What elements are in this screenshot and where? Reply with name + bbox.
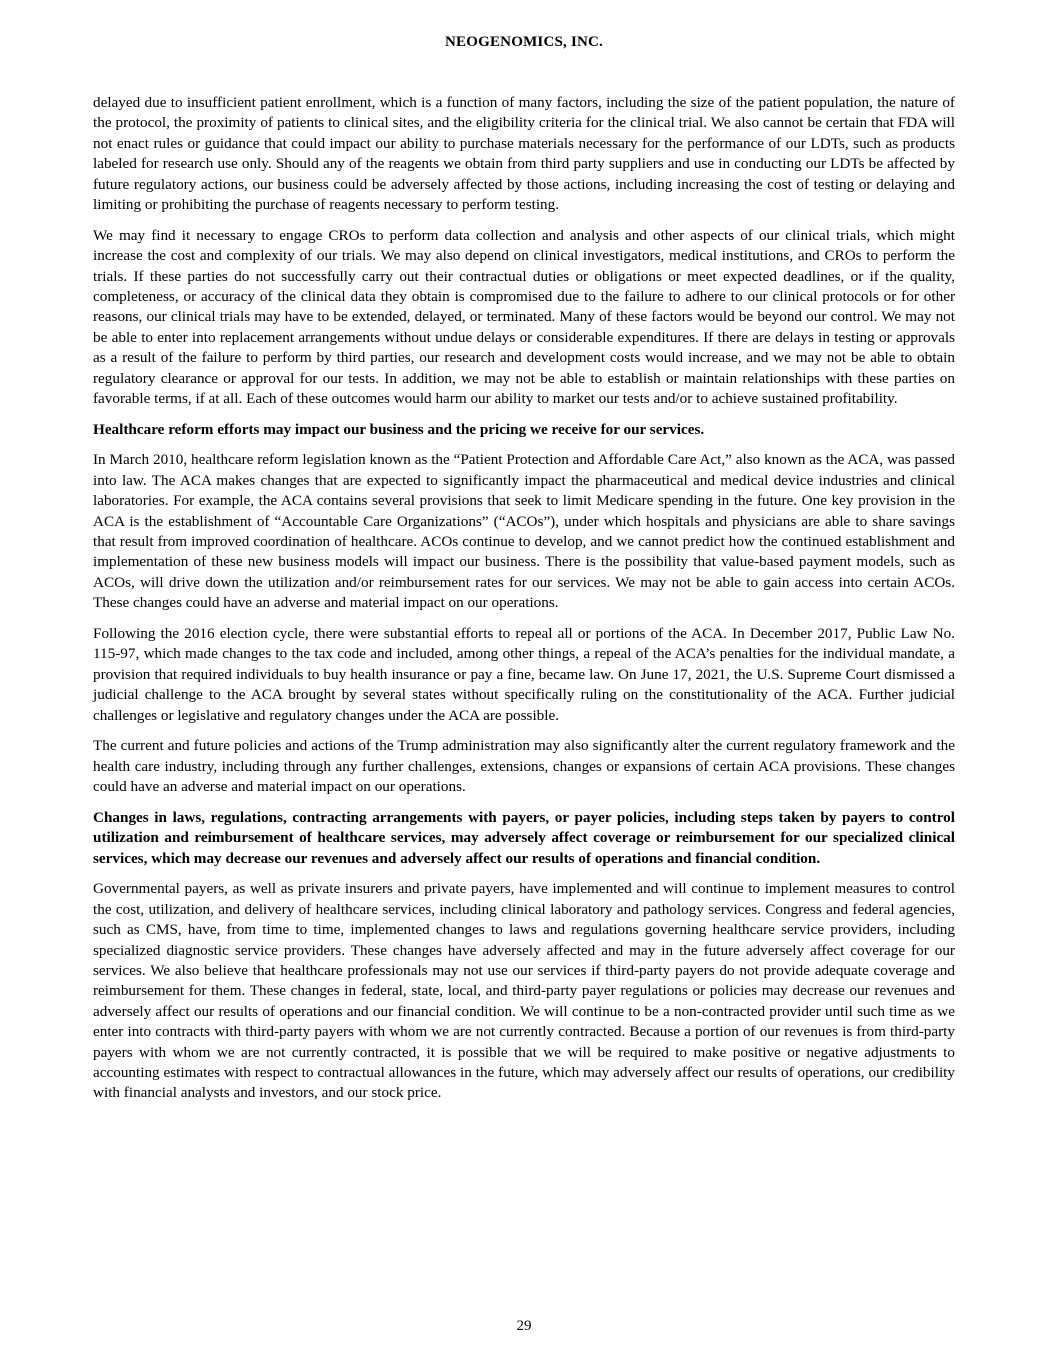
paragraph-body: Following the 2016 election cycle, there were substantial efforts to repeal all or portions of the ACA. In December 2017, Public Law No. 115-97, which made changes to the tax code and included, among other things, a repeal of the ACA’s penalties for the individual mandate, a provision that required individuals to buy health insurance or pay a fine, became law. On June 17, 2021, the U.S. Supreme Court dismissed a judicial challenge to the ACA brought by several states without specifically ruling on the constitutionality of the ACA. Further judicial challenges or legislative and regulatory changes under the ACA are possible. [93,624,955,724]
paragraph-body: The current and future policies and actions of the Trump administration may also significantly alter the current regulatory framework and the health care industry, including through any further challenges, extensions, changes or expansions of certain ACA provisions. These changes could have an adverse and material impact on our operations. [93,737,955,796]
page-header-company: NEOGENOMICS, INC. [445,34,603,50]
section-heading: Healthcare reform efforts may impact our business and the pricing we receive for our services. [93,420,705,438]
paragraph-body: Governmental payers, as well as private insurers and private payers, have implemented and will continue to implement measures to control the cost, utilization, and delivery of healthcare services, including clinical laboratory and pathology services. Congress and federal agencies, such as CMS, have, from time to time, implemented changes to laws and regulations governing healthcare service providers, including specialized diagnostic service providers. These changes have adversely affected and may in the future adversely affect coverage for our services. We also believe that healthcare professionals may not use our services if third-party payers do not provide adequate coverage and reimbursement for them. These changes in federal, state, local, and third-party payer regulations or policies may decrease our revenues and adversely affect our results of operations and our financial condition. We will continue to be a non-contracted provider until such time as we enter into contracts with third-party payers with whom we are not currently contracted. Because a portion of our revenues is from third-party payers with whom we are not currently contracted, it is possible that we will be required to make positive or negative adjustments to accounting estimates with respect to contractual allowances in the future, which may adversely affect our results of operations, our credibility with financial analysts and investors, and our stock price. [93,880,955,1102]
document-body [93,93,955,1114]
section-heading: Changes in laws, regulations, contracting arrangements with payers, or payer policies, including steps taken by payers to control utilization and reimbursement of healthcare services, may adversely affect coverage or reimbursement for our specialized clinical services, which may decrease our revenues and adversely affect our results of operations and financial condition. [93,808,955,867]
paragraph-body: We may find it necessary to engage CROs to perform data collection and analysis and other aspects of our clinical trials, which might increase the cost and complexity of our trials. We may also depend on clinical investigators, medical institutions, and CROs to perform the trials. If these parties do not successfully carry out their contractual duties or obligations or meet expected deadlines, or if the quality, completeness, or accuracy of the clinical data they obtain is compromised due to the failure to adhere to our clinical protocols or for other reasons, our clinical trials may have to be extended, delayed, or terminated. Many of these factors would be beyond our control. We may not be able to enter into replacement arrangements without undue delays or considerable expenditures. If there are delays in testing or approvals as a result of the failure to perform by third parties, our research and development costs would increase, and we may not be able to obtain regulatory clearance or approval for our tests. In addition, we may not be able to establish or maintain relationships with these parties on favorable terms, if at all. Each of these outcomes would harm our ability to market our tests and/or to achieve sustained profitability. [93,226,955,407]
paragraph-body: delayed due to insufficient patient enrollment, which is a function of many factors, including the size of the patient population, the nature of the protocol, the proximity of patients to clinical sites, and the eligibility criteria for the clinical trial. We also cannot be certain that FDA will not enact rules or guidance that could impact our ability to purchase materials necessary for the performance of our LDTs, such as products labeled for research use only. Should any of the reagents we obtain from third party suppliers and use in conducting our LDTs be affected by future regulatory actions, our business could be adversely affected by those actions, including increasing the cost of testing or delaying and limiting or prohibiting the purchase of reagents necessary to perform testing. [93,94,955,214]
paragraph-body: In March 2010, healthcare reform legislation known as the “Patient Protection and Affordable Care Act,” also known as the ACA, was passed into law. The ACA makes changes that are expected to significantly impact the pharmaceutical and medical device industries and clinical laboratories. For example, the ACA contains several provisions that seek to limit Medicare spending in the future. One key provision in the ACA is the establishment of “Accountable Care Organizations” (“ACOs”), under which hospitals and physicians are able to share savings that result from improved coordination of healthcare. ACOs continue to develop, and we cannot predict how the continued establishment and implementation of these new business models will impact our business. There is the possibility that value-based payment models, such as ACOs, will drive down the utilization and/or reimbursement rates for our services. We may not be able to gain access into certain ACOs. These changes could have an adverse and material impact on our operations. [93,451,955,612]
page-number: 29 [516,1318,532,1334]
